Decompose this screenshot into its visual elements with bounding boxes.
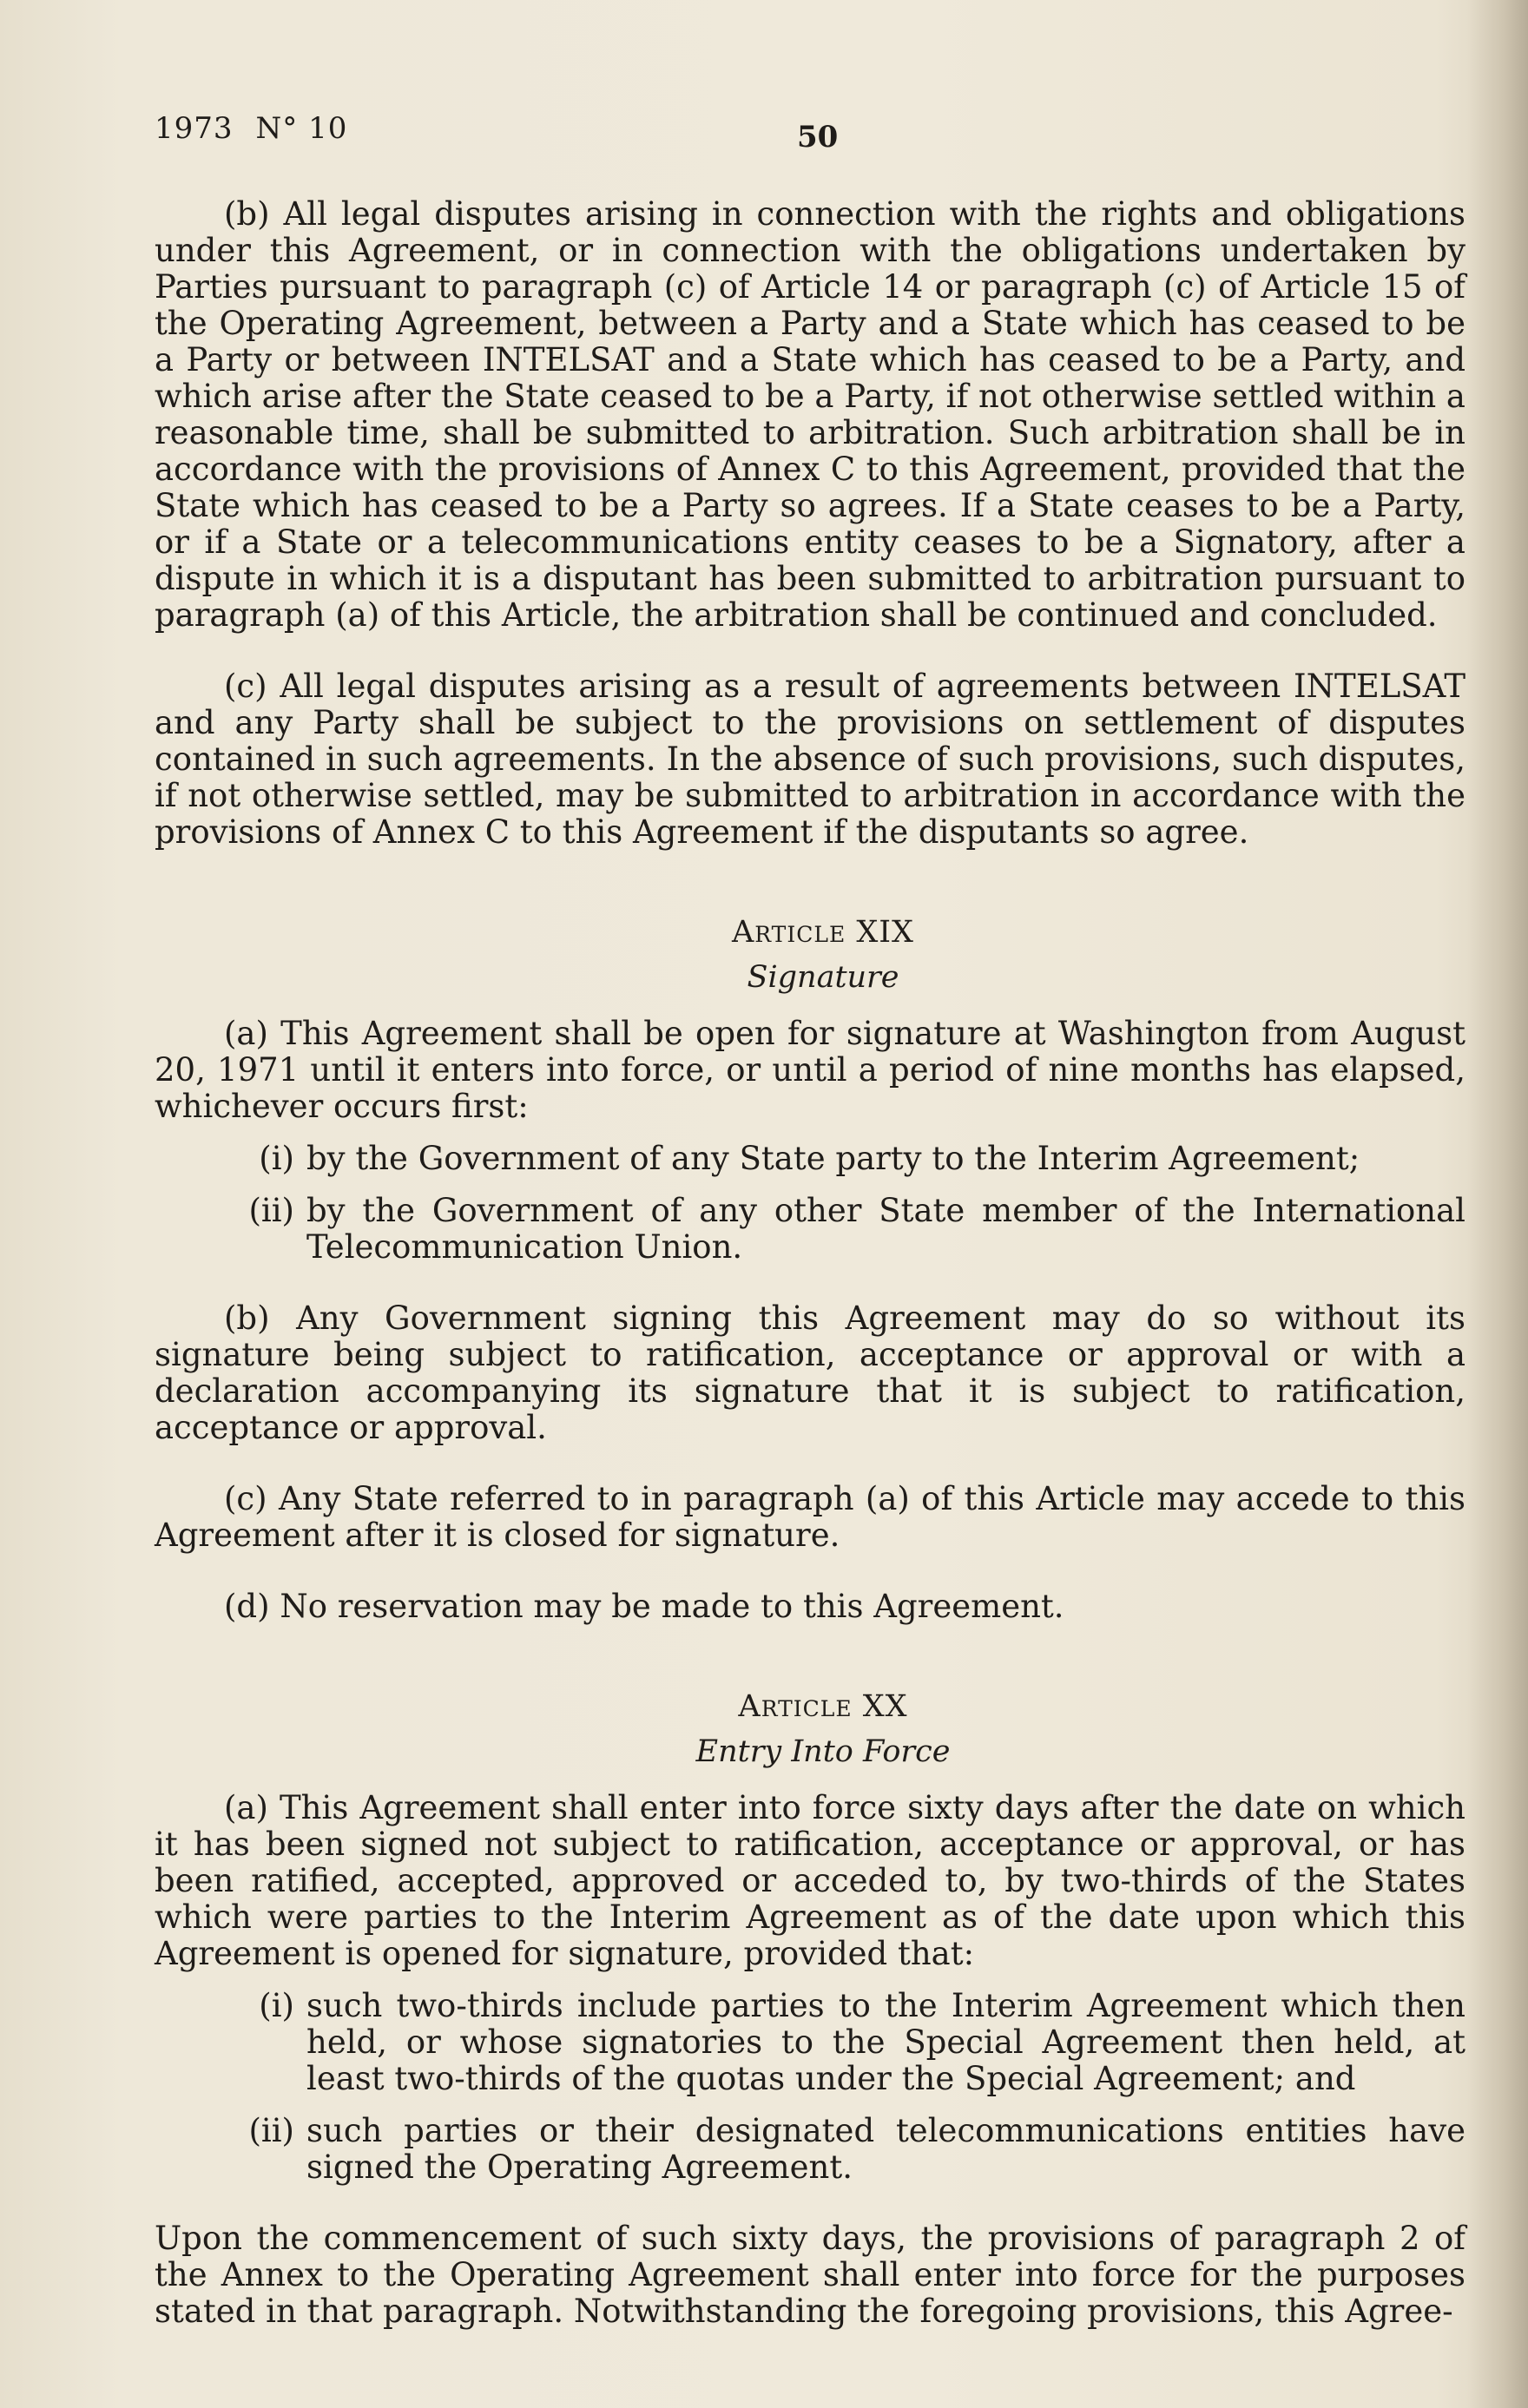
article-xix-heading: Article XIX [732,915,914,950]
paragraph-xix-c: (c) Any State referred to in paragraph (a) of this Article may accede to this Agreement after it is closed for signature. [155,1480,1465,1554]
paragraph-xviii-b: (b) All legal disputes arising in connection with the rights and obligations under this Agreement, or in connection with the obligations undertaken by Parties pursuant to paragraph (c) of Article 14 or paragraph (c) of Article 15 of the Operating Agreement, between a Party and a State which has ceased to be a Party or between INTELSAT and a State which has ceased to be a Party, and which arise after the State ceased to be a Party, if not otherwise settled within a reasonable time, shall be submitted to arbitration. Such arbitration shall be in accordance with the provisions of Annex C to this Agreement, provided that the State which has ceased to be a Party so agrees. If a State ceases to be a Party, or if a State or a telecommunications entity ceases to be a Signatory, after a dispute in which it is a disputant has been submitted to arbitration pursuant to paragraph (a) of this Article, the arbitration shall be continued and concluded. [155,195,1465,634]
list-item-text: such parties or their designated telecommunications entities have signed the Operating Agreement. [306,2112,1465,2186]
article-xx-subtitle: Entry Into Force [695,1734,951,1769]
list-item [155,1193,1465,1266]
header-year: 1973 [155,111,234,146]
list-item-text: by the Government of any other State member of the International Telecommunication Union. [306,1192,1465,1266]
header-issue-number: N° 10 [255,111,348,146]
page-header [155,111,1439,163]
page-number: 50 [797,120,839,155]
list-item-text: by the Government of any State party to the Interim Agreement; [306,1140,1360,1177]
paragraph-xx-closing: Upon the commencement of such sixty days, the provisions of paragraph 2 of the Annex to the Operating Agreement shall enter into force for the purposes stated in that paragraph. Notwithstanding the foregoing provisions, this Agree- [155,2220,1465,2330]
paragraph-xix-b: (b) Any Government signing this Agreement may do so without its signature being subject to ratification, acceptance or approval or with a declaration accompanying its signature that it is subject to ratification, acceptance or approval. [155,1299,1465,1446]
article-xx-heading: Article XX [738,1689,908,1724]
list-item [155,2113,1465,2186]
list-item [155,1141,1465,1177]
list-item-marker: (i) [259,1140,294,1177]
list-item-text: such two-thirds include parties to the Interim Agreement which then held, or whose signatories to the Special Agreement then held, at least two-thirds of the quotas under the Special Agreement; and [306,1987,1465,2097]
list-item-marker: (ii) [248,1192,294,1229]
article-xix-subtitle: Signature [747,960,899,995]
list-item [155,1988,1465,2097]
header-publication-ref [155,111,347,146]
paragraph-xix-a: (a) This Agreement shall be open for signature at Washington from August 20, 1971 until it enters into force, or until a period of nine months has elapsed, whichever occurs first: [155,1015,1465,1125]
paragraph-xix-d: (d) No reservation may be made to this Agreement. [224,1588,1064,1625]
page-body [155,196,1465,2330]
list-item-marker: (ii) [248,2112,294,2149]
paragraph-xx-a: (a) This Agreement shall enter into force sixty days after the date on which it has been signed not subject to ratification, acceptance or approval, or has been ratified, accepted, approved or acceded to, by two-thirds of the States which were parties to the Interim Agreement as of the date upon which this Agreement is opened for signature, provided that: [155,1789,1465,1972]
paragraph-xviii-c: (c) All legal disputes arising as a result of agreements between INTELSAT and any Party shall be subject to the provisions on settlement of disputes contained in such agreements. In the absence of such provisions, such disputes, if not otherwise settled, may be submitted to arbitration in accordance with the provisions of Annex C to this Agreement if the disputants so agree. [155,668,1465,851]
list-item-marker: (i) [259,1987,294,2024]
page-spine-shadow [1467,0,1528,2408]
